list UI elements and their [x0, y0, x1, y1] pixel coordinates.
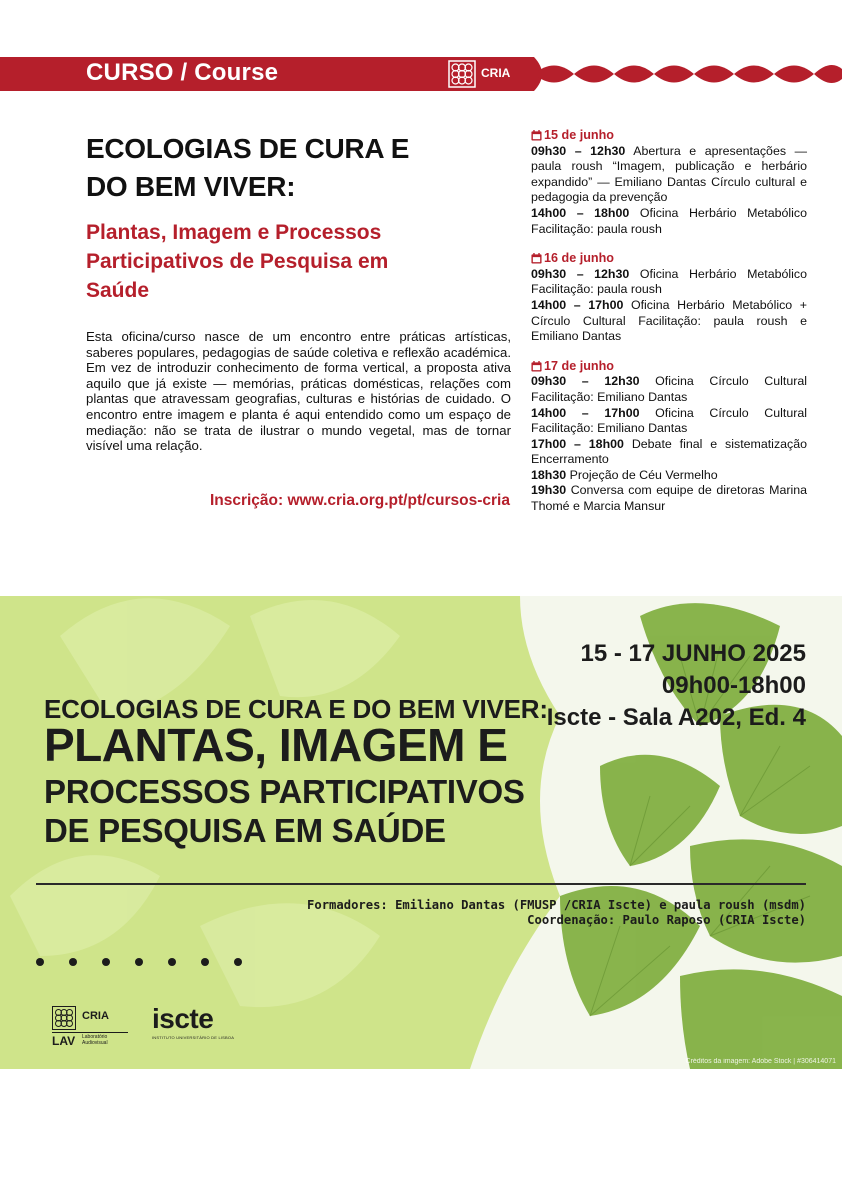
dot — [36, 958, 44, 966]
entry-text: Conversa com equipe de diretoras Marina Thomé e Marcia Mansur — [531, 483, 807, 514]
cria-logo-icon — [448, 60, 476, 88]
day-date: 16 de junho — [544, 251, 614, 266]
poster-date: 15 - 17 JUNHO 2025 — [580, 640, 806, 667]
entry-text: Oficina Círculo Cultural Facilitação: Emiliano Dantas — [531, 374, 807, 404]
subtitle — [86, 218, 506, 305]
entry-time: 19h30 — [531, 483, 567, 498]
image-credit: Créditos da imagem: Adobe Stock | #306414071 — [685, 1058, 836, 1065]
subtitle-line: Plantas, Imagem e Processos — [86, 221, 382, 244]
schedule-day — [531, 359, 807, 515]
entry-text: Projeção de Céu Vermelho — [566, 467, 718, 482]
subtitle-line: Participativos de Pesquisa em — [86, 250, 389, 273]
day-heading — [531, 128, 807, 144]
lav-divider — [52, 1032, 128, 1033]
schedule-entry — [531, 144, 807, 206]
main-title-line: DO BEM VIVER: — [86, 171, 296, 202]
day-heading — [531, 359, 807, 375]
dot — [135, 958, 143, 966]
calendar-icon — [531, 361, 542, 372]
entry-time: 09h30 – 12h30 — [531, 374, 640, 389]
lav-description — [82, 1034, 108, 1046]
entry-time: 09h30 – 12h30 — [531, 266, 630, 281]
iscte-subtitle: INSTITUTO UNIVERSITÁRIO DE LISBOA — [152, 1035, 235, 1040]
header-logo-text: CRIA — [481, 66, 511, 80]
schedule — [531, 128, 807, 529]
entry-time: 14h00 – 17h00 — [531, 405, 640, 420]
schedule-entry — [531, 374, 807, 405]
cria-logo-icon — [52, 1006, 76, 1030]
coordination-text: Coordenação: Paulo Raposo (CRIA Iscte) — [527, 913, 806, 927]
cria-lav-logo — [52, 1006, 132, 1048]
entry-time: 17h00 – 18h00 — [531, 436, 624, 451]
poster-hours: 09h00-18h00 — [661, 672, 806, 699]
entry-time: 14h00 – 18h00 — [531, 205, 630, 220]
day-date: 15 de junho — [544, 128, 614, 142]
schedule-entry — [531, 437, 807, 468]
poster-place: Iscte - Sala A202, Ed. 4 — [546, 704, 806, 731]
schedule-day — [531, 128, 807, 237]
dot — [168, 958, 176, 966]
entry-text: Oficina Herbário Metabólico Facilitação: paula roush — [531, 205, 807, 236]
subtitle-line: Saúde — [86, 279, 150, 302]
poster-title-line: PROCESSOS PARTICIPATIVOS — [44, 773, 525, 810]
entry-text: Debate final e sistematização Encerramento — [531, 436, 808, 467]
schedule-entry — [531, 298, 807, 345]
dot — [201, 958, 209, 966]
main-title — [86, 130, 506, 206]
day-date: 17 de junho — [544, 358, 614, 373]
main-title-line: ECOLOGIAS DE CURA E — [86, 133, 410, 164]
lav-abbr: LAV — [52, 1034, 76, 1048]
poster-title-line: DE PESQUISA EM SAÚDE — [44, 812, 446, 849]
entry-text: Oficina Herbário Metabólico Facilitação: paula roush — [531, 266, 807, 297]
schedule-entry — [531, 406, 807, 437]
scallop-decoration — [526, 57, 842, 91]
day-heading — [531, 251, 807, 267]
description-paragraph: Esta oficina/curso nasce de um encontro entre práticas artísticas, saberes populares, pedagogias de saúde coletiva e reflexão académica. Em vez de introduzir conhecimento de forma vertical, a proposta ativa aquilo que já existe — memórias, práticas domésticas, relações com plantas que atravessam geografias, culturas e histórias de cuidado. O encontro entre imagem e planta é aqui entendido como um espaço de mediação: não se trata de ilustrar o mundo vegetal, mas de tornar visível uma relação. — [86, 329, 511, 454]
schedule-entry — [531, 206, 807, 237]
lav-desc-line: Audiovisual — [82, 1040, 108, 1046]
header-band — [0, 57, 842, 91]
dot — [69, 958, 77, 966]
calendar-icon — [531, 130, 542, 141]
poster-title-line: ECOLOGIAS DE CURA E DO BEM VIVER: — [44, 694, 548, 724]
signup-link[interactable]: Inscrição: www.cria.org.pt/pt/cursos-cria — [209, 492, 510, 509]
calendar-icon — [531, 253, 542, 264]
lav-desc-line: Laboratório — [82, 1034, 108, 1040]
entry-time: 14h00 – 17h00 — [531, 297, 624, 312]
poster-date-block — [547, 638, 806, 734]
poster-divider — [36, 883, 806, 885]
entry-text: Abertura e apresentações — paula roush “Imagem, publicação e herbário expandido” — Emiliano Dantas Círculo cultural e pedagogia da prevenção — [531, 143, 807, 205]
schedule-day — [531, 251, 807, 345]
schedule-entry — [531, 483, 807, 514]
entry-time: 09h30 – 12h30 — [531, 143, 626, 158]
dot — [234, 958, 242, 966]
iscte-logo — [152, 1005, 234, 1040]
dot — [102, 958, 110, 966]
poster-title-line: PLANTAS, IMAGEM E — [44, 719, 508, 771]
header-title: CURSO / Course — [86, 59, 279, 86]
entry-time: 18h30 — [531, 467, 567, 482]
schedule-entry — [531, 468, 807, 484]
schedule-entry — [531, 267, 807, 298]
entry-text: Oficina Círculo Cultural Facilitação: Emiliano Dantas — [531, 405, 807, 436]
entry-text: Oficina Herbário Metabólico + Círculo Cultural Facilitação: paula roush e Emiliano Dantas — [531, 297, 807, 344]
event-poster — [0, 596, 842, 1069]
lav-cria-text: CRIA — [82, 1010, 109, 1022]
iscte-wordmark: iscte — [152, 1003, 214, 1034]
poster-credits — [307, 898, 806, 928]
trainers-text: Formadores: Emiliano Dantas (FMUSP /CRIA Iscte) e paula roush (msdm) — [307, 898, 806, 912]
